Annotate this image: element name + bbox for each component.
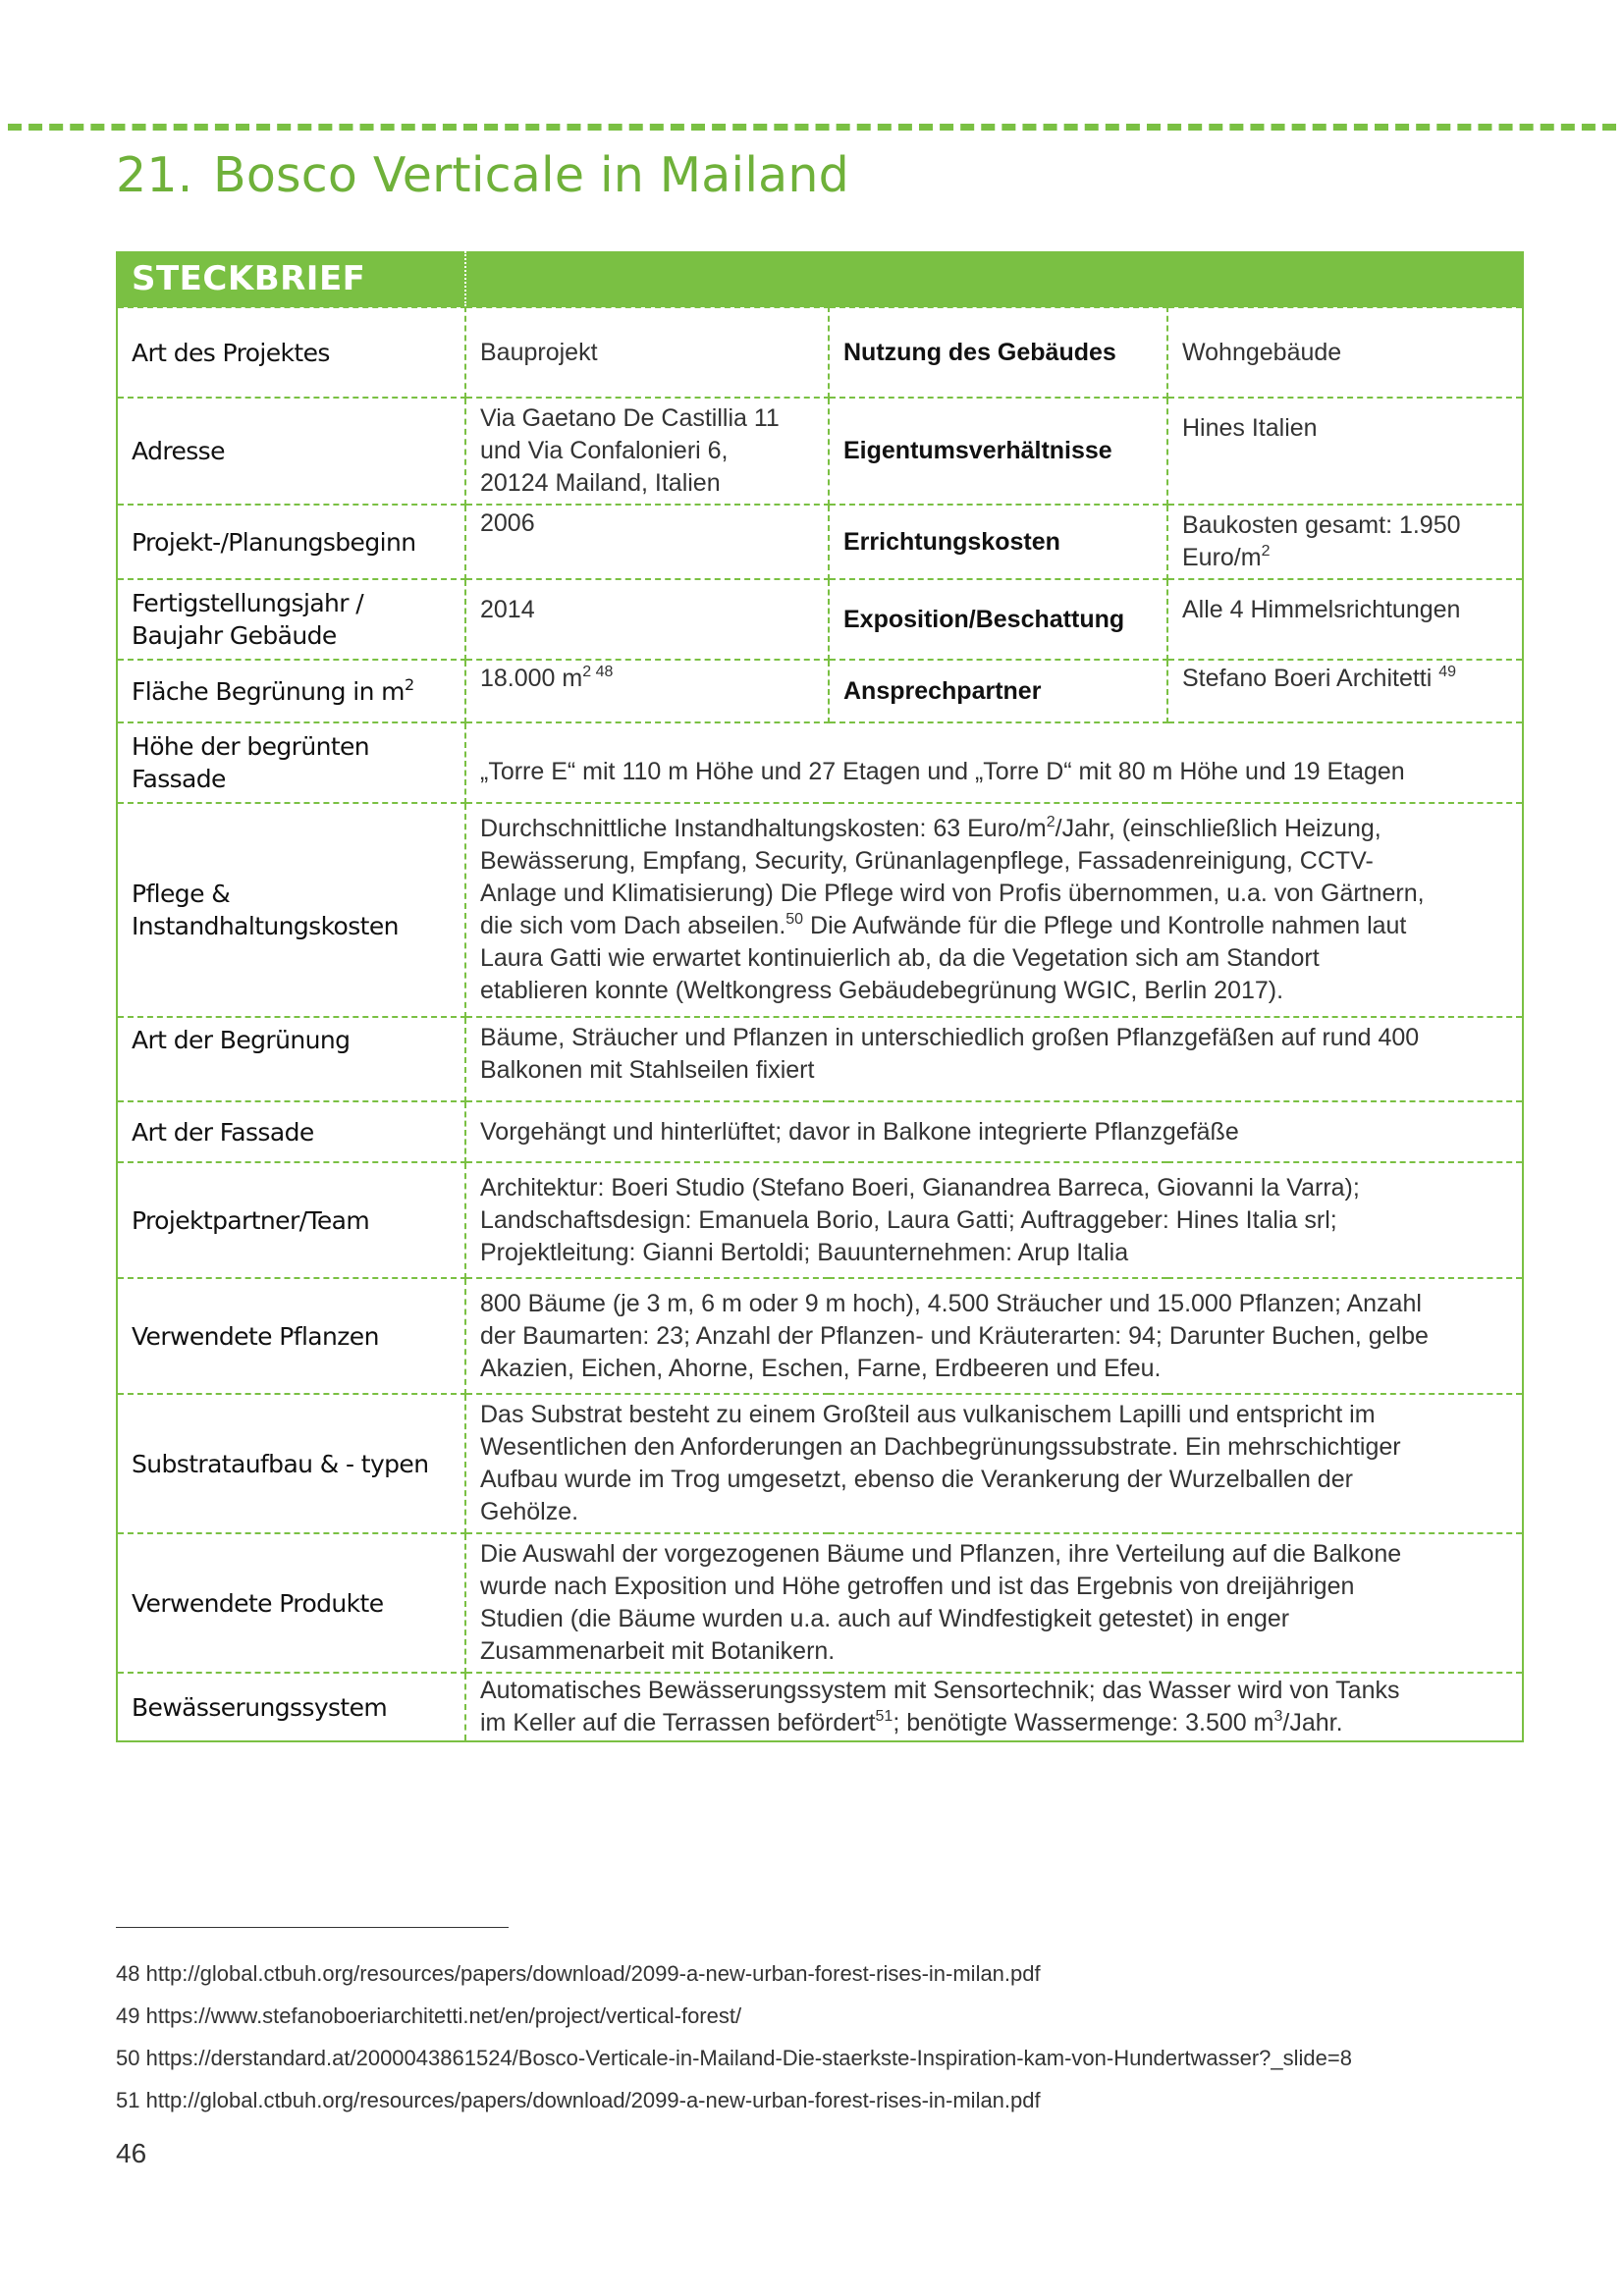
- pflege-text: Durchschnittliche Instandhaltungskosten: 63 Euro/m: [480, 815, 1047, 842]
- row-label-beginn: Projekt-/Planungsbeginn: [117, 505, 465, 579]
- row-value-pflege: [465, 803, 1523, 1017]
- bewaesserung-line: Automatisches Bewässerungssystem mit Sensortechnik; das Wasser wird von Tanks: [480, 1677, 1400, 1704]
- kosten-line: Baukosten gesamt: 1.950: [1182, 511, 1461, 539]
- substrat-line: Gehölze.: [480, 1498, 579, 1525]
- pflege-label-line: Instandhaltungskosten: [132, 912, 399, 940]
- produkte-line: wurde nach Exposition und Höhe getroffen und ist das Ergebnis von dreijährigen: [480, 1573, 1355, 1600]
- ansprechpartner-text: Stefano Boeri Architetti: [1182, 665, 1439, 692]
- table-header-title: STECKBRIEF: [117, 251, 465, 307]
- table-row: [117, 1394, 1523, 1533]
- hoehe-label-line: Fassade: [132, 765, 226, 793]
- table-row: [117, 505, 1523, 579]
- table-row: [117, 803, 1523, 1017]
- flaeche-label-text: Fläche Begrünung in m: [132, 676, 405, 706]
- row-label-pflege: [117, 803, 465, 1017]
- bewaesserung-text: ; benötigte Wassermenge: 3.500 m: [893, 1709, 1274, 1736]
- row-value-adresse: [465, 398, 829, 505]
- substrat-line: Aufbau wurde im Trog umgesetzt, ebenso die Verankerung der Wurzelballen der: [480, 1466, 1353, 1493]
- row-value-hoehe: „Torre E“ mit 110 m Höhe und 27 Etagen und „Torre D“ mit 80 m Höhe und 19 Etagen: [465, 722, 1523, 803]
- table-row: [117, 579, 1523, 660]
- row-value-beginn: 2006: [465, 505, 829, 579]
- table-row: [117, 307, 1523, 398]
- adresse-line: und Via Confalonieri 6,: [480, 437, 729, 464]
- footnote-50: 50 https://derstandard.at/2000043861524/Bosco-Verticale-in-Mailand-Die-staerkste-Inspiration-kam-von-Hundertwasser?_slide=8: [116, 2046, 1352, 2070]
- pflege-label-line: Pflege &: [132, 880, 231, 908]
- pflege-line: etablieren konnte (Weltkongress Gebäudebegrünung WGIC, Berlin 2017).: [480, 977, 1284, 1004]
- row-label-nutzung: Nutzung des Gebäudes: [829, 307, 1167, 398]
- hoehe-label-line: Höhe der begrünten: [132, 732, 370, 761]
- row-label-pflanzen: Verwendete Pflanzen: [117, 1278, 465, 1394]
- row-value-kosten: [1167, 505, 1523, 579]
- pflege-text: Die Aufwände für die Pflege und Kontrolle nahmen laut: [803, 912, 1407, 939]
- begruenung-line: Balkonen mit Stahlseilen fixiert: [480, 1056, 815, 1084]
- table-row: [117, 1278, 1523, 1394]
- bewaesserung-footnote-ref: 51: [875, 1708, 893, 1725]
- row-label-adresse: Adresse: [117, 398, 465, 505]
- table-row: [117, 398, 1523, 505]
- pflanzen-line: Akazien, Eichen, Ahorne, Eschen, Farne, Erdbeeren und Efeu.: [480, 1354, 1162, 1382]
- table-row: [117, 1162, 1523, 1278]
- fertig-label-line: Baujahr Gebäude: [132, 621, 337, 650]
- steckbrief-table: [116, 251, 1524, 1742]
- table-row: [117, 1533, 1523, 1673]
- flaeche-value-text: 18.000 m: [480, 665, 583, 692]
- bewaesserung-unit-sup: 3: [1273, 1708, 1283, 1725]
- row-label-hoehe: [117, 722, 465, 803]
- table-row: [117, 1673, 1523, 1741]
- flaeche-value-sup: 2 48: [582, 664, 614, 680]
- kosten-unit: Euro/m: [1182, 544, 1262, 571]
- table-header-row: [117, 251, 1523, 307]
- table-row: [117, 1017, 1523, 1101]
- row-label-team: Projektpartner/Team: [117, 1162, 465, 1278]
- pflege-text: die sich vom Dach abseilen.: [480, 912, 786, 939]
- table-header-empty: [465, 251, 1523, 307]
- row-value-ansprechpartner: [1167, 660, 1523, 722]
- row-label-bewaesserung: Bewässerungssystem: [117, 1673, 465, 1741]
- footnote-51: 51 http://global.ctbuh.org/resources/papers/download/2099-a-new-urban-forest-rises-in-milan.pdf: [116, 2088, 1041, 2112]
- kosten-unit-sup: 2: [1261, 543, 1271, 560]
- produkte-line: Studien (die Bäume wurden u.a. auch auf Windfestigkeit getestet) in enger: [480, 1605, 1290, 1632]
- row-value-substrat: [465, 1394, 1523, 1533]
- page-number: 46: [116, 2138, 147, 2168]
- begruenung-line: Bäume, Sträucher und Pflanzen in unterschiedlich großen Pflanzgefäßen auf rund 400: [480, 1024, 1420, 1051]
- adresse-line: 20124 Mailand, Italien: [480, 469, 721, 497]
- row-value-exposition: Alle 4 Himmelsrichtungen: [1167, 579, 1523, 660]
- row-label-art: Art des Projektes: [117, 307, 465, 398]
- ansprechpartner-sup: 49: [1438, 664, 1457, 680]
- section-number: 21.: [116, 147, 193, 203]
- pflege-line: Anlage und Klimatisierung) Die Pflege wird von Profis übernommen, u.a. von Gärtnern,: [480, 880, 1425, 907]
- row-value-flaeche: [465, 660, 829, 722]
- bewaesserung-text: /Jahr.: [1282, 1709, 1343, 1736]
- section-title: Bosco Verticale in Mailand: [213, 147, 849, 203]
- row-label-eigentum: Eigentumsverhältnisse: [829, 398, 1167, 505]
- substrat-line: Wesentlichen den Anforderungen an Dachbegrünungssubstrate. Ein mehrschichtiger: [480, 1433, 1401, 1461]
- table-row: [117, 1101, 1523, 1162]
- substrat-line: Das Substrat besteht zu einem Großteil aus vulkanischem Lapilli und entspricht im: [480, 1401, 1376, 1428]
- section-heading: [116, 147, 849, 203]
- row-label-begruenung: Art der Begrünung: [117, 1017, 465, 1101]
- fertig-label-line: Fertigstellungsjahr /: [132, 589, 364, 617]
- table-row: [117, 722, 1523, 803]
- row-value-fassade: Vorgehängt und hinterlüftet; davor in Balkone integrierte Pflanzgefäße: [465, 1101, 1523, 1162]
- flaeche-label-sup: 2: [404, 674, 414, 694]
- footnote-separator: [116, 1927, 509, 1928]
- team-line: Architektur: Boeri Studio (Stefano Boeri, Gianandrea Barreca, Giovanni la Varra);: [480, 1173, 1360, 1201]
- pflege-line: Bewässerung, Empfang, Security, Grünanlagenpflege, Fassadenreinigung, CCTV-: [480, 847, 1374, 875]
- kosten-line: [1182, 542, 1508, 574]
- row-value-begruenung: [465, 1017, 1523, 1101]
- pflanzen-line: der Baumarten: 23; Anzahl der Pflanzen- und Kräuterarten: 94; Darunter Buchen, gelbe: [480, 1321, 1429, 1350]
- footnote-48: 48 http://global.ctbuh.org/resources/papers/download/2099-a-new-urban-forest-rises-in-milan.pdf: [116, 1961, 1041, 1986]
- row-label-ansprechpartner: Ansprechpartner: [829, 660, 1167, 722]
- pflege-line: [480, 910, 1508, 942]
- pflege-line: [480, 813, 1508, 845]
- pflege-sup: 2: [1046, 814, 1056, 830]
- row-label-exposition: Exposition/Beschattung: [829, 579, 1167, 660]
- footnotes: [116, 1959, 1352, 2128]
- team-line: Landschaftsdesign: Emanuela Borio, Laura Gatti; Auftraggeber: Hines Italia srl;: [480, 1205, 1337, 1234]
- row-label-fertig: [117, 579, 465, 660]
- bewaesserung-text: im Keller auf die Terrassen befördert: [480, 1709, 876, 1736]
- adresse-line: Via Gaetano De Castillia 11: [480, 404, 780, 432]
- pflanzen-line: 800 Bäume (je 3 m, 6 m oder 9 m hoch), 4.500 Sträucher und 15.000 Pflanzen; Anzahl: [480, 1289, 1422, 1317]
- row-value-produkte: [465, 1533, 1523, 1673]
- row-value-eigentum: Hines Italien: [1167, 398, 1523, 505]
- row-value-fertig: 2014: [465, 579, 829, 660]
- row-label-fassade: Art der Fassade: [117, 1101, 465, 1162]
- row-value-art: Bauprojekt: [465, 307, 829, 398]
- row-label-flaeche: [117, 660, 465, 722]
- produkte-line: Zusammenarbeit mit Botanikern.: [480, 1637, 836, 1665]
- row-label-produkte: Verwendete Produkte: [117, 1533, 465, 1673]
- bewaesserung-line: [480, 1707, 1508, 1739]
- pflege-text: /Jahr, (einschließlich Heizung,: [1055, 815, 1381, 842]
- row-label-kosten: Errichtungskosten: [829, 505, 1167, 579]
- team-line: Projektleitung: Gianni Bertoldi; Bauunternehmen: Arup Italia: [480, 1238, 1129, 1266]
- row-value-team: [465, 1162, 1523, 1278]
- produkte-line: Die Auswahl der vorgezogenen Bäume und Pflanzen, ihre Verteilung auf die Balkone: [480, 1540, 1402, 1568]
- pflege-line: Laura Gatti wie erwartet kontinuierlich ab, da die Vegetation sich am Standort: [480, 944, 1320, 972]
- row-value-bewaesserung: [465, 1673, 1523, 1741]
- table-row: [117, 660, 1523, 722]
- row-value-pflanzen: [465, 1278, 1523, 1394]
- pflege-footnote-ref: 50: [785, 911, 804, 928]
- top-dashed-rule: [8, 124, 1616, 131]
- row-value-nutzung: Wohngebäude: [1167, 307, 1523, 398]
- row-label-substrat: Substrataufbau & - typen: [117, 1394, 465, 1533]
- footnote-49: 49 https://www.stefanoboeriarchitetti.net/en/project/vertical-forest/: [116, 2003, 742, 2028]
